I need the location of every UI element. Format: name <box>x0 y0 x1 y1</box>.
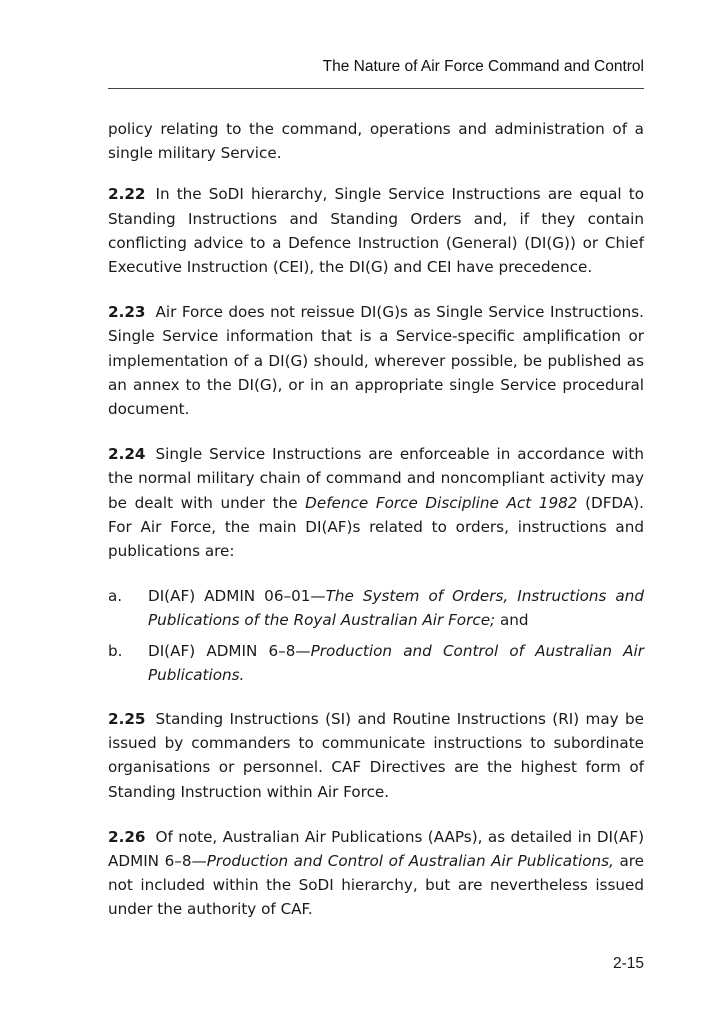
paragraph-2-24 <box>108 442 644 563</box>
paragraph-2-22 <box>108 182 644 279</box>
paragraph-number: 2.25 <box>108 710 146 729</box>
paragraph-text: Of note, Australian Air Publications (AAPs), as detailed in DI(AF) ADMIN 6–8— <box>108 827 644 871</box>
paragraph-text: Single Service Instructions are enforceable in accordance with the normal military chain of command and noncompliant activity may be dealt with under the <box>108 445 644 512</box>
list-marker: b. <box>108 641 123 660</box>
list-marker: a. <box>108 587 123 606</box>
running-header: The Nature of Air Force Command and Control <box>322 58 644 75</box>
list-item-ref: DI(AF) ADMIN 6–8— <box>148 641 311 660</box>
paragraph-number: 2.22 <box>108 185 146 204</box>
page-number: 2-15 <box>612 955 644 972</box>
paragraph-text: are not included within the SoDI hierarchy, but are nevertheless issued under the authority of CAF. <box>108 852 645 919</box>
list-item-text <box>148 639 644 687</box>
list-item-tail: and <box>495 611 529 630</box>
list-item <box>108 584 644 632</box>
list-item-ref: DI(AF) ADMIN 06–01— <box>148 587 326 606</box>
paragraph-number: 2.26 <box>108 827 146 846</box>
paragraph-continued: policy relating to the command, operations and administration of a single military Service. <box>108 120 644 163</box>
publication-list <box>108 584 644 687</box>
act-title: Defence Force Discipline Act 1982 <box>305 493 578 512</box>
paragraph-text: Standing Instructions (SI) and Routine Instructions (RI) may be issued by commanders to communicate instructions to subordinate organisations or personnel. CAF Directives are the highest form of Standing Instruction within Air Force. <box>108 710 644 801</box>
paragraph-text: (DFDA). For Air Force, the main DI(AF)s related to orders, instructions and publications are: <box>108 493 644 561</box>
paragraph-text: Air Force does not reissue DI(G)s as Single Service Instructions. Single Service information that is a Service-specific amplification or implementation of a DI(G) should, wherever possible, be published as an annex to the DI(G), or in an appropriate single Service procedural document. <box>108 303 644 419</box>
header-rule <box>108 88 644 89</box>
paragraph-2-26 <box>108 825 644 922</box>
paragraph-number: 2.23 <box>108 303 146 322</box>
list-item <box>108 639 644 687</box>
paragraph-2-23 <box>108 300 644 421</box>
paragraph-text: In the SoDI hierarchy, Single Service Instructions are equal to Standing Instructions and Standing Orders and, if they contain conflicting advice to a Defence Instruction (General) (DI(G)) or Chief Executive Instruction (CEI), the DI(G) and CEI have precedence. <box>108 185 644 277</box>
list-item-title: Production and Control of Australian Air Publications. <box>148 641 644 684</box>
paragraph-number: 2.24 <box>108 445 146 464</box>
body-text <box>108 117 644 943</box>
list-item-text <box>148 584 644 632</box>
paragraph-2-25 <box>108 707 644 804</box>
publication-title: Production and Control of Australian Air Publications, <box>206 852 614 871</box>
list-item-title: The System of Orders, Instructions and Publications of the Royal Australian Air Force; <box>148 587 644 630</box>
